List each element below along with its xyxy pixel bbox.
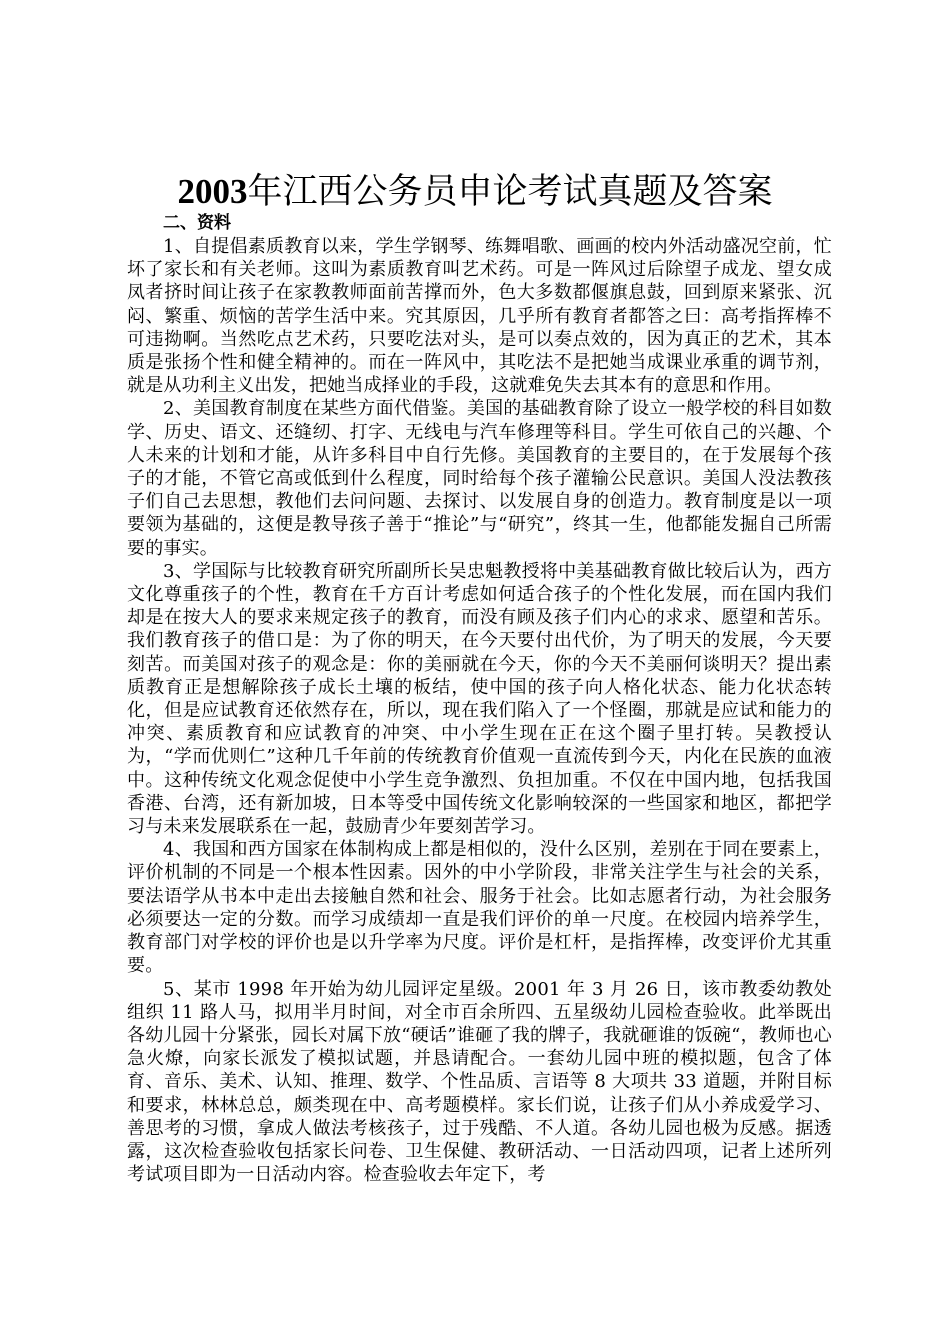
title-text: 年江西公务员申论考试真题及答案 [247, 172, 773, 212]
document-body [127, 212, 832, 1186]
section-heading: 二、资料 [163, 213, 231, 233]
title-year: 2003 [177, 172, 248, 211]
paragraph-5: 5、某市 1998 年开始为幼儿园评定星级。2001 年 3 月 26 日，该市教委幼教处组织 11 路人马，拟用半月时间，对全市百余所四、五星级幼儿园检查验收。此举既出各幼儿园十分紧张，园长对属下放“硬话”谁砸了我的牌子，我就砸谁的饭碗“，教师也心急火燎，向家长派发了模拟试题，并恳请配合。一套幼儿园中班的模拟题，包含了体育、音乐、美术、认知、推理、数学、个性品质、言语等 8 大项共 33 道题，并附目标和要求，林林总总，颇类现在中、高考题模样。家长们说，让孩子们从小养成爱学习、善思考的习惯，拿成人做法考核孩子，过于残酷、不人道。各幼儿园也极为反感。据透露，这次检查验收包括家长问卷、卫生保健、教研活动、一日活动四项，记者上述所列考试项目即为一日活动内容。检查验收去年定下，考 [127, 978, 832, 1186]
paragraph-3: 3、学国际与比较教育研究所副所长吴忠魁教授将中美基础教育做比较后认为，西方文化尊重孩子的个性，教育在千方百计考虑如何适合孩子的个性化发展，而在国内我们却是在按大人的要求来规定孩子的教育，而没有顾及孩子们内心的求求、愿望和苦乐。我们教育孩子的借口是：为了你的明天，在今天要付出代价，为了明天的发展，今天要刻苦。而美国对孩子的观念是：你的美丽就在今天，你的今天不美丽何谈明天？提出素质教育正是想解除孩子成长土壤的板结，使中国的孩子向人格化状态、能力化状态转化，但是应试教育还依然存在，所以，现在我们陷入了一个怪圈，那就是应试和能力的冲突、素质教育和应试教育的冲突、中小学生现在正在这个圈子里打转。吴教授认为，“学而优则仁”这种几千年前的传统教育价值观一直流传到今天，内化在民族的血液中。这种传统文化观念促使中小学生竞争激烈、负担加重。不仅在中国内地，包括我国香港、台湾，还有新加坡，日本等受中国传统文化影响较深的一些国家和地区，都把学习与未来发展联系在一起，鼓励青少年要刻苦学习。 [127, 560, 832, 838]
paragraph-2: 2、美国教育制度在某些方面代借鉴。美国的基础教育除了设立一般学校的科目如数学、历史、语文、还缝纫、打字、无线电与汽车修理等科目。学生可依自己的兴趣、个人未来的计划和才能，从许多科目中自行先修。美国教育的主要目的，在于发展每个孩子的才能，不管它高或低到什么程度，同时给每个孩子灌输公民意识。美国人没法教孩子们自己去思想，教他们去问问题、去探讨、以发展自身的创造力。教育制度是以一项要领为基础的，这便是教导孩子善于“推论”与“研究”，终其一生，他都能发掘自己所需要的事实。 [127, 398, 832, 559]
paragraph-1: 1、自提倡素质教育以来，学生学钢琴、练舞唱歌、画画的校内外活动盛况空前，忙坏了家长和有关老师。这叫为素质教育叫艺术药。可是一阵风过后除望子成龙、望女成凤者挤时间让孩子在家教教师面前苦撑而外，色大多数都偃旗息鼓，回到原来紧张、沉闷、繁重、烦恼的苦学生活中来。究其原因，几乎所有教育者都答之曰：高考指挥棒不可违拗啊。当然吃点艺术药，只要吃法对头，是可以奏点效的，因为真正的艺术，其本质是张扬个性和健全精神的。而在一阵风中，其吃法不是把她当成课业承重的调节剂，就是从功利主义出发，把她当成择业的手段，这就难免失去其本有的意思和作用。 [127, 236, 832, 397]
document-title [0, 168, 950, 216]
paragraph-4: 4、我国和西方国家在体制构成上都是相似的，没什么区别，差别在于同在要素上，评价机制的不同是一个根本性因素。因外的中小学阶段，非常关注学生与社会的关系，要法语学从书本中走出去接触自然和社会、服务于社会。比如志愿者行动，为社会服务必须要达一定的分数。而学习成绩却一直是我们评价的单一尺度。在校园内培养学生，教育部门对学校的评价也是以升学率为尺度。评价是杠杆，是指挥棒，改变评价尤其重要。 [127, 839, 832, 977]
